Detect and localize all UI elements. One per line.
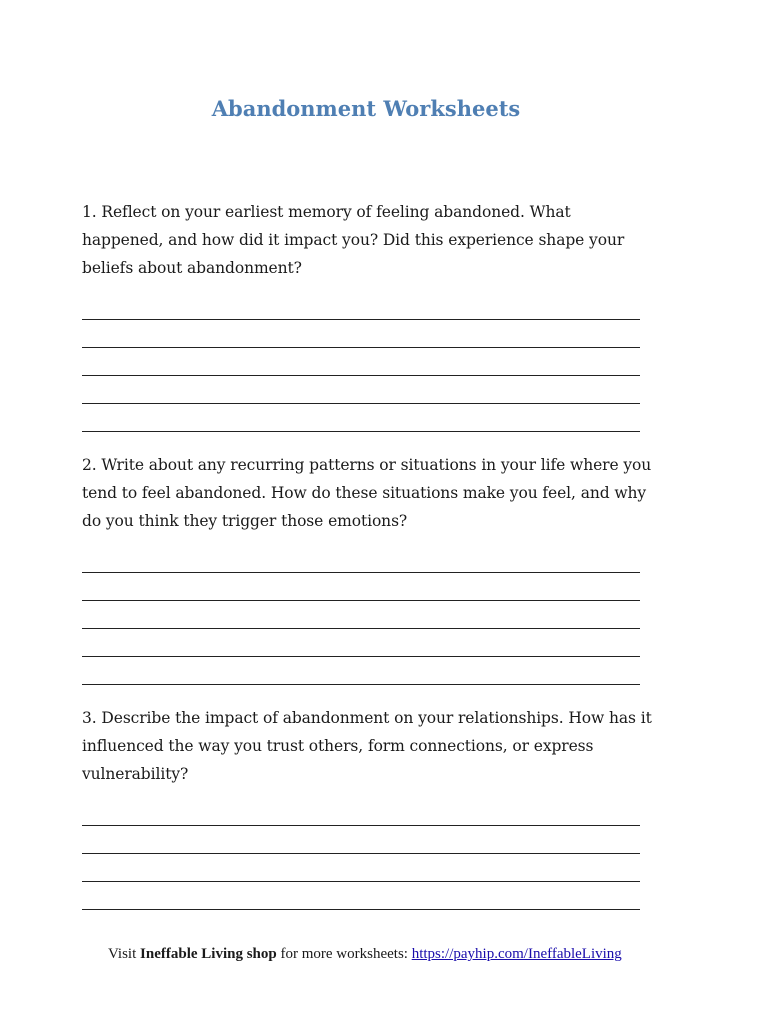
answer-line[interactable] [82, 375, 640, 376]
answer-line[interactable] [82, 431, 640, 432]
footer [108, 946, 622, 963]
footer-prefix: Visit [108, 946, 141, 962]
question-3-text: 3. Describe the impact of abandonment on your relationships. How has it influenced the way you trust others, form connections, or express vulnerability? [82, 709, 652, 783]
answer-line[interactable] [82, 909, 640, 910]
footer-middle: for more worksheets: [276, 946, 412, 962]
answer-line[interactable] [82, 881, 640, 882]
answer-line[interactable] [82, 825, 640, 826]
answer-line[interactable] [82, 684, 640, 685]
page-title: Abandonment Worksheets [211, 96, 521, 121]
answer-line[interactable] [82, 347, 640, 348]
answer-line[interactable] [82, 600, 640, 601]
answer-line[interactable] [82, 572, 640, 573]
question-1-text: 1. Reflect on your earliest memory of feeling abandoned. What happened, and how did it impact you? Did this experience shape your beliefs about abandonment? [82, 203, 625, 277]
shop-name: Ineffable Living shop [140, 946, 277, 962]
answer-line[interactable] [82, 403, 640, 404]
answer-line[interactable] [82, 628, 640, 629]
answer-line[interactable] [82, 853, 640, 854]
answer-line[interactable] [82, 656, 640, 657]
shop-link[interactable]: https://payhip.com/IneffableLiving [411, 946, 622, 962]
question-2-text: 2. Write about any recurring patterns or situations in your life where you tend to feel abandoned. How do these situations make you feel, and why do you think they trigger those emotions? [82, 456, 652, 530]
answer-line[interactable] [82, 319, 640, 320]
